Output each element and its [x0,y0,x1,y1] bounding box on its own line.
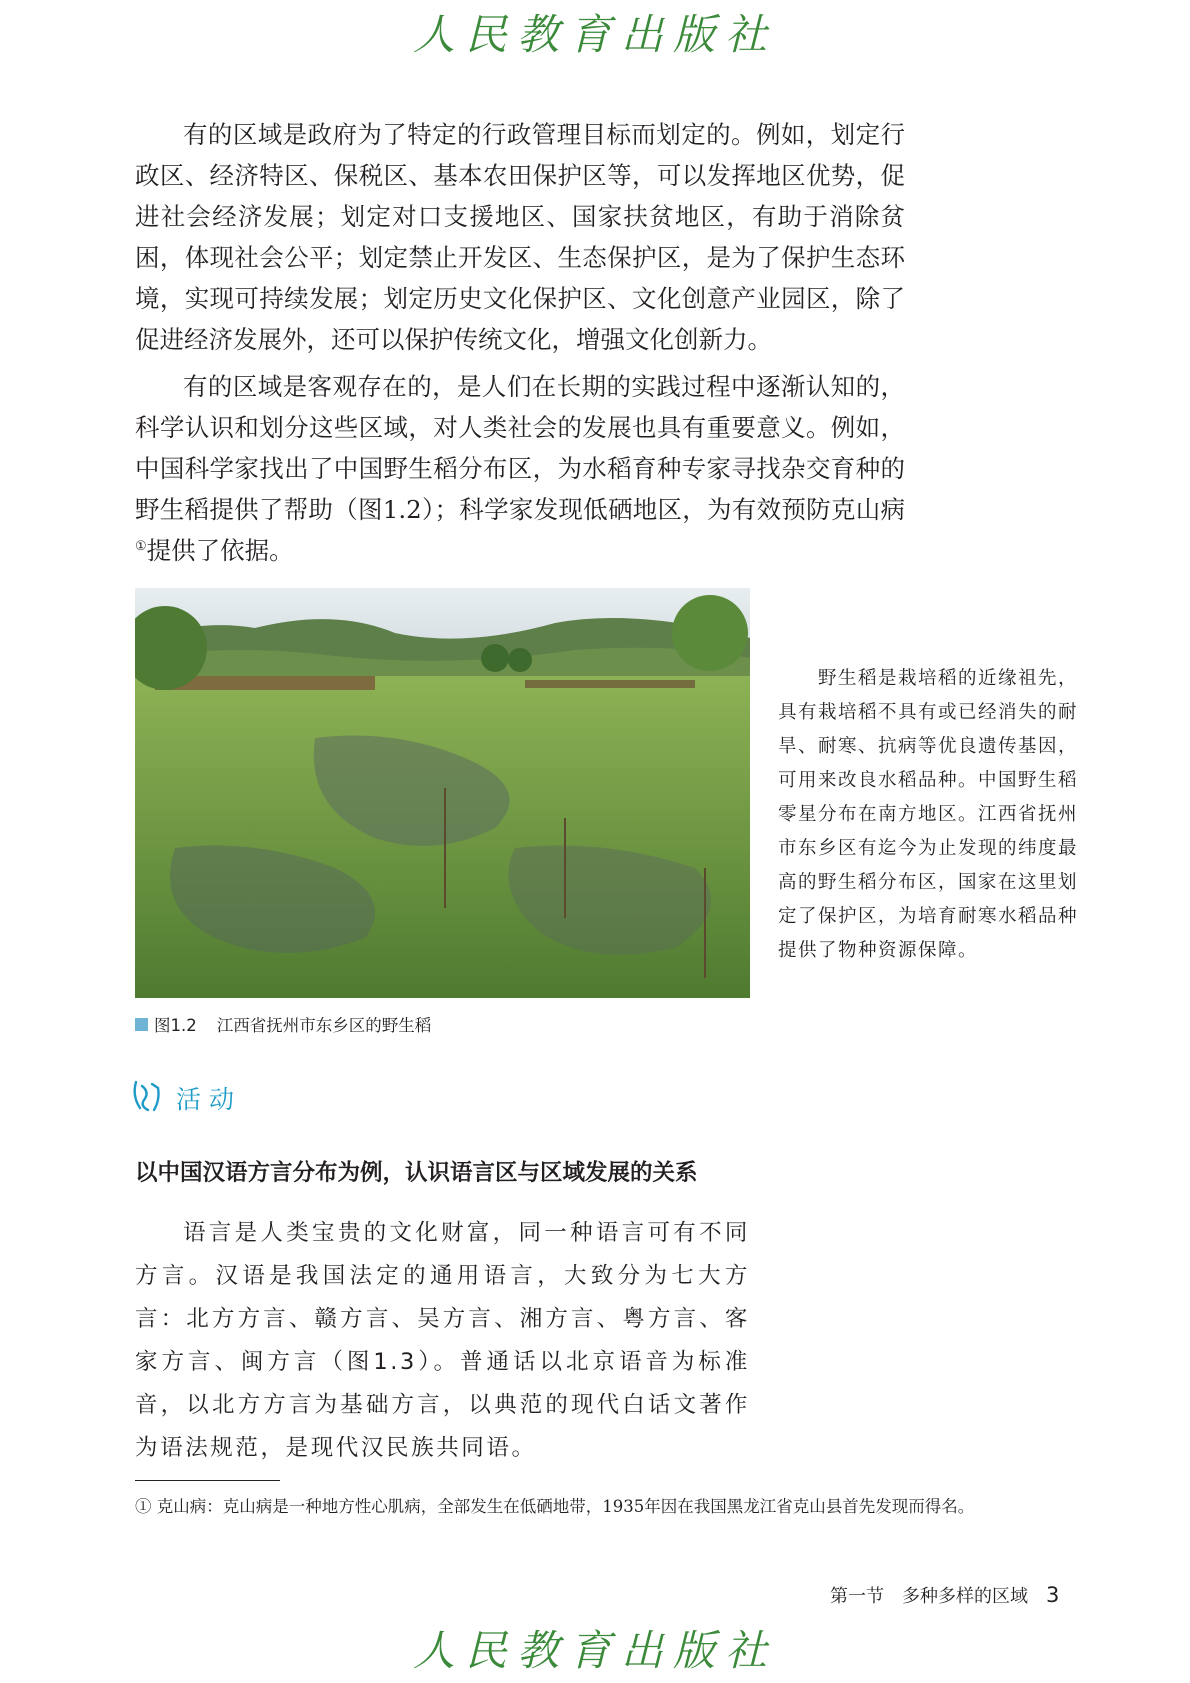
publisher-watermark-bottom: 人民教育出版社 [412,1626,777,1675]
activity-icon [130,1078,166,1118]
figure-caption [135,1012,431,1036]
activity-heading: 以中国汉语方言分布为例，认识语言区与区域发展的关系 [135,1160,698,1186]
activity-header [130,1078,242,1118]
paragraph-2-text: 有的区域是客观存在的，是人们在长期的实践过程中逐渐认知的，科学认识和划分这些区域，对人类社会的发展也具有重要意义。例如，中国科学家找出了中国野生稻分布区，为水稻育种专家寻找杂交育种的野生稻提供了帮助（图1.2）；科学家发现低硒地区，为有效预防克山病 [135,372,905,524]
body-paragraph-2 [135,366,905,571]
paragraph-2-tail: 提供了依据。 [146,536,294,565]
page-footer [830,1582,1059,1608]
footer-section-title: 第一节 多种多样的区域 [830,1586,1028,1607]
page-number: 3 [1046,1583,1060,1607]
figure-side-note: 野生稻是栽培稻的近缘祖先，具有栽培稻不具有或已经消失的耐旱、耐寒、抗病等优良遗传基因，可用来改良水稻品种。中国野生稻零星分布在南方地区。江西省抚州市东乡区有迄今为止发现的纬度最高的野生稻分布区，国家在这里划定了保护区，为培育耐寒水稻品种提供了物种资源保障。 [778,668,1079,961]
footnote: ① 克山病：克山病是一种地方性心肌病，全部发生在低硒地带，1935年因在我国黑龙江省克山县首先发现而得名。 [135,1497,975,1516]
publisher-watermark-top: 人民教育出版社 [412,10,777,59]
body-paragraph-1: 有的区域是政府为了特定的行政管理目标而划定的。例如，划定行政区、经济特区、保税区、基本农田保护区等，可以发挥地区优势，促进社会经济发展；划定对口支援地区、国家扶贫地区，有助于消除贫困，体现社会公平；划定禁止开发区、生态保护区，是为了保护生态环境，实现可持续发展；划定历史文化保护区、文化创意产业园区，除了促进经济发展外，还可以保护传统文化，增强文化创新力。 [135,120,905,354]
figure-label: 图1.2 [154,1016,197,1035]
activity-title: 活动 [176,1085,243,1114]
figure-caption-text: 江西省抚州市东乡区的野生稻 [216,1016,432,1035]
activity-paragraph: 语言是人类宝贵的文化财富，同一种语言可有不同方言。汉语是我国法定的通用语言，大致分为七大方言：北方方言、赣方言、吴方言、湘方言、粤方言、客家方言、闽方言（图1.3）。普通话以北京语音为标准音，以北方方言为基础方言，以典范的现代白话文著作为语法规范，是现代汉民族共同语。 [135,1220,750,1461]
caption-marker-square [135,1018,148,1031]
footnote-divider [135,1480,280,1481]
footnote-reference-mark[interactable]: ① [135,538,147,554]
wild-rice-photo [135,588,750,998]
